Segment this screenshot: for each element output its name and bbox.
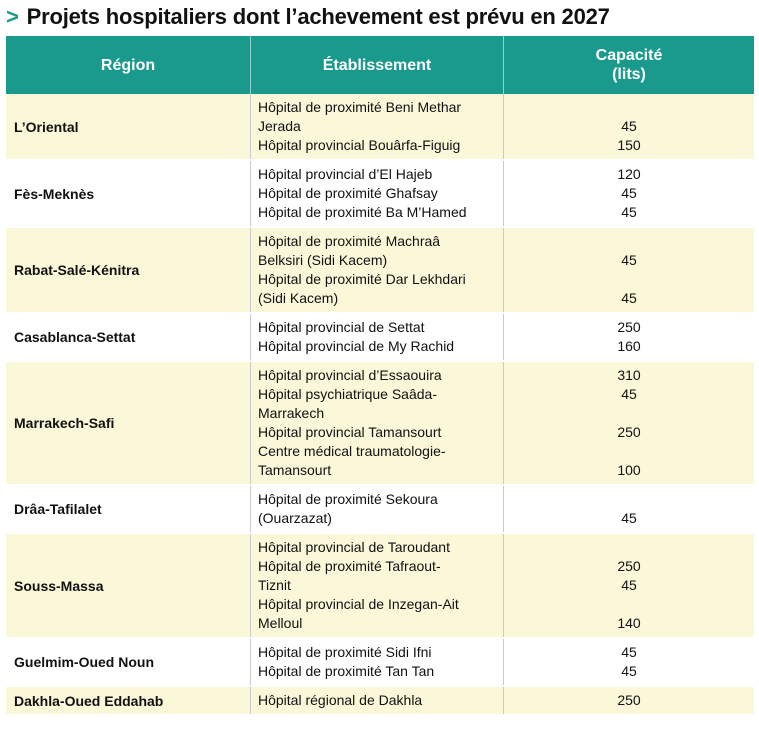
etablissement-line: Hôpital de proximité Tan Tan bbox=[258, 663, 435, 679]
table-row bbox=[6, 687, 754, 716]
table-body bbox=[6, 94, 754, 716]
table-row bbox=[6, 639, 754, 687]
hospital-projects-table bbox=[6, 36, 754, 716]
etablissement-line: Hôpital de proximité Ghafsay bbox=[258, 185, 438, 201]
etablissement-line: Hôpital provincial Tamansourt bbox=[258, 424, 442, 440]
header-capacite-line1: Capacité bbox=[595, 47, 663, 64]
capacite-cell bbox=[504, 161, 754, 226]
etablissement-line: Hôpital psychiatrique Saâda- bbox=[258, 386, 437, 402]
region-cell: Souss-Massa bbox=[6, 534, 251, 637]
capacite-value: 150 bbox=[617, 137, 641, 153]
capacite-value: 45 bbox=[621, 577, 637, 593]
etablissement-line: Hôpital provincial de My Rachid bbox=[258, 338, 455, 354]
header-capacite bbox=[504, 36, 754, 94]
capacite-value: 250 bbox=[617, 424, 641, 440]
capacite-value bbox=[504, 270, 754, 289]
table-row bbox=[6, 534, 754, 639]
capacite-value: 250 bbox=[617, 319, 641, 335]
capacite-value bbox=[504, 538, 754, 557]
table-row bbox=[6, 161, 754, 228]
capacite-cell bbox=[504, 362, 754, 484]
capacite-cell bbox=[504, 228, 754, 312]
capacite-value: 100 bbox=[617, 462, 641, 478]
capacite-cell bbox=[504, 639, 754, 685]
etablissement-line: Marrakech bbox=[258, 405, 325, 421]
etablissement-cell bbox=[251, 228, 504, 312]
capacite-value: 250 bbox=[617, 692, 641, 708]
etablissement-line: Hôpital de proximité Dar Lekhdari bbox=[258, 271, 466, 287]
etablissement-cell bbox=[251, 94, 504, 159]
capacite-cell bbox=[504, 486, 754, 532]
capacite-value: 45 bbox=[621, 290, 637, 306]
etablissement-line: Hôpital provincial de Taroudant bbox=[258, 539, 450, 555]
capacite-value: 45 bbox=[621, 510, 637, 526]
etablissement-cell bbox=[251, 314, 504, 360]
capacite-cell bbox=[504, 94, 754, 159]
region-cell: Marrakech-Safi bbox=[6, 362, 251, 484]
region-cell: Fès-Meknès bbox=[6, 161, 251, 226]
capacite-value bbox=[504, 442, 754, 461]
table-row bbox=[6, 362, 754, 486]
header-etablissement: Établissement bbox=[251, 36, 504, 94]
capacite-value bbox=[504, 232, 754, 251]
capacite-value bbox=[504, 595, 754, 614]
etablissement-line: Melloul bbox=[258, 615, 303, 631]
title-text: Projets hospitaliers dont l’achevement est prévu en 2027 bbox=[26, 4, 610, 29]
region-cell: Guelmim-Oued Noun bbox=[6, 639, 251, 685]
region-cell: Drâa-Tafilalet bbox=[6, 486, 251, 532]
page-title bbox=[6, 4, 610, 30]
etablissement-line: Jerada bbox=[258, 118, 301, 134]
capacite-value: 45 bbox=[621, 252, 637, 268]
capacite-value bbox=[504, 490, 754, 509]
etablissement-line: Hôpital de proximité Machraâ bbox=[258, 233, 441, 249]
capacite-value: 45 bbox=[621, 185, 637, 201]
capacite-value: 140 bbox=[617, 615, 641, 631]
capacite-value: 45 bbox=[621, 204, 637, 220]
table-row bbox=[6, 314, 754, 362]
region-cell: L’Oriental bbox=[6, 94, 251, 159]
etablissement-line: Hôpital de proximité Sekoura bbox=[258, 491, 438, 507]
region-cell: Dakhla-Oued Eddahab bbox=[6, 687, 251, 714]
etablissement-line: (Ouarzazat) bbox=[258, 510, 332, 526]
table-row bbox=[6, 486, 754, 534]
etablissement-line: Hôpital de proximité Beni Methar bbox=[258, 99, 462, 115]
etablissement-cell bbox=[251, 534, 504, 637]
capacite-cell bbox=[504, 687, 754, 714]
capacite-value bbox=[504, 98, 754, 117]
etablissement-line: Hôpital provincial Bouârfa-Figuig bbox=[258, 137, 461, 153]
etablissement-line: Hôpital provincial de Inzegan-Ait bbox=[258, 596, 459, 612]
etablissement-line: Hôpital de proximité Ba M’Hamed bbox=[258, 204, 467, 220]
etablissement-cell bbox=[251, 362, 504, 484]
table-header bbox=[6, 36, 754, 94]
capacite-value: 45 bbox=[621, 386, 637, 402]
etablissement-line: Hôpital provincial d’El Hajeb bbox=[258, 166, 433, 182]
etablissement-line: Tiznit bbox=[258, 577, 291, 593]
region-cell: Casablanca-Settat bbox=[6, 314, 251, 360]
etablissement-line: Tamansourt bbox=[258, 462, 332, 478]
capacite-cell bbox=[504, 314, 754, 360]
header-region: Région bbox=[6, 36, 251, 94]
capacite-value bbox=[504, 404, 754, 423]
capacite-value: 45 bbox=[621, 644, 637, 660]
capacite-value: 250 bbox=[617, 558, 641, 574]
etablissement-cell bbox=[251, 486, 504, 532]
etablissement-line: Hôpital de proximité Sidi Ifni bbox=[258, 644, 432, 660]
etablissement-line: Centre médical traumatologie- bbox=[258, 443, 446, 459]
etablissement-line: Hôpital provincial de Settat bbox=[258, 319, 425, 335]
capacite-value: 45 bbox=[621, 118, 637, 134]
etablissement-line: (Sidi Kacem) bbox=[258, 290, 339, 306]
capacite-value: 45 bbox=[621, 663, 637, 679]
capacite-value: 310 bbox=[617, 367, 641, 383]
region-cell: Rabat-Salé-Kénitra bbox=[6, 228, 251, 312]
header-capacite-line2: (lits) bbox=[612, 66, 646, 83]
etablissement-line: Hôpital de proximité Tafraout- bbox=[258, 558, 441, 574]
capacite-cell bbox=[504, 534, 754, 637]
table-row bbox=[6, 228, 754, 314]
title-marker: > bbox=[6, 4, 19, 29]
etablissement-cell bbox=[251, 161, 504, 226]
capacite-value: 120 bbox=[617, 166, 641, 182]
etablissement-line: Hôpital régional de Dakhla bbox=[258, 692, 423, 708]
etablissement-cell bbox=[251, 639, 504, 685]
etablissement-line: Hôpital provincial d’Essaouira bbox=[258, 367, 442, 383]
table-row bbox=[6, 94, 754, 161]
capacite-value: 160 bbox=[617, 338, 641, 354]
etablissement-cell bbox=[251, 687, 504, 714]
etablissement-line: Belksiri (Sidi Kacem) bbox=[258, 252, 388, 268]
